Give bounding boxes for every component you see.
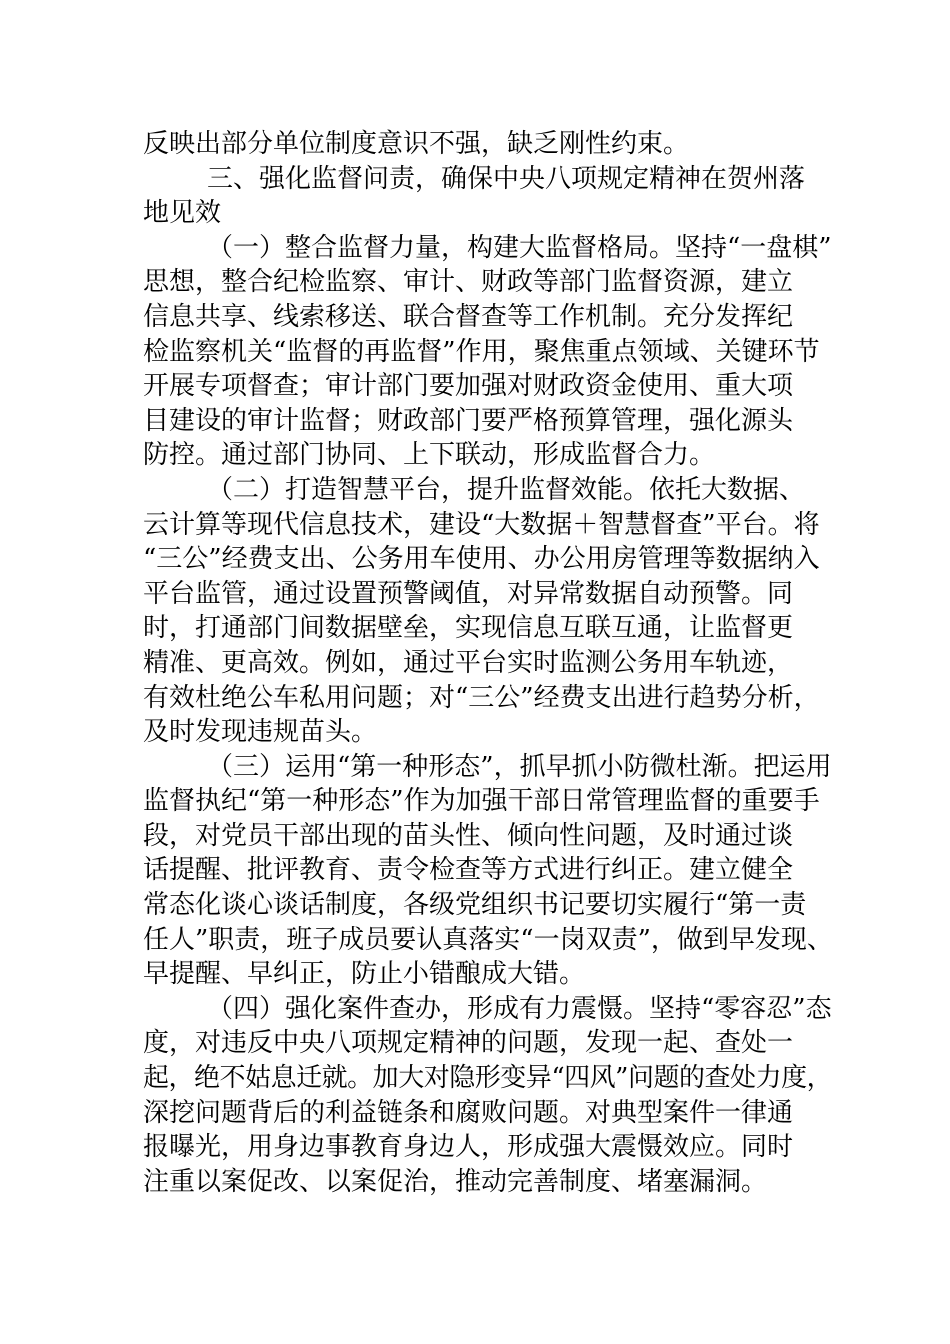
text-line: 早提醒、早纠正，防止小错酿成大错。 (143, 959, 586, 990)
text-line: （二）打造智慧平台，提升监督效能。依托大数据、 (207, 474, 806, 505)
paragraph-case-investigation (143, 992, 833, 1200)
text-line: （三）运用“第一种形态”，抓早抓小防微杜渐。把运用 (207, 751, 832, 782)
text-line: 目建设的审计监督；财政部门要严格预算管理，强化源头 (143, 405, 794, 436)
text-line: 防控。通过部门协同、上下联动，形成监督合力。 (143, 440, 716, 471)
heading-line: 三、强化监督问责，确保中央八项规定精神在贺州落 (207, 163, 806, 194)
text-line: 信息共享、线索移送、联合督查等工作机制。充分发挥纪 (143, 301, 794, 332)
text-line: 深挖问题背后的利益链条和腐败问题。对典型案件一律通 (143, 1097, 794, 1128)
document-body (143, 127, 833, 1199)
text-line: 时，打通部门间数据壁垒，实现信息互联互通，让监督更 (143, 613, 794, 644)
paragraph-continuation (143, 127, 833, 162)
text-line: 报曝光，用身边事教育身边人，形成强大震慑效应。同时 (143, 1132, 794, 1163)
text-line: 段，对党员干部出现的苗头性、倾向性问题，及时通过谈 (143, 820, 794, 851)
text-line: 话提醒、批评教育、责令检查等方式进行纠正。建立健全 (143, 855, 794, 886)
paragraph-first-form (143, 750, 833, 992)
text-line: 度，对违反中央八项规定精神的问题，发现一起、查处一 (143, 1028, 794, 1059)
text-line: 及时发现违规苗头。 (143, 717, 378, 748)
text-line: 注重以案促改、以案促治，推动完善制度、堵塞漏洞。 (143, 1166, 768, 1197)
text-line: 监督执纪“第一种形态”作为加强干部日常管理监督的重要手 (143, 786, 820, 817)
text-line: 有效杜绝公车私用问题；对“三公”经费支出进行趋势分析， (143, 682, 820, 713)
paragraph-integrate-supervision (143, 231, 833, 473)
text-line: 常态化谈心谈话制度，各级党组织书记要切实履行“第一责 (143, 890, 807, 921)
text-line: 平台监管，通过设置预警阈值，对异常数据自动预警。同 (143, 578, 794, 609)
text-line: 精准、更高效。例如，通过平台实时监测公务用车轨迹， (143, 647, 794, 678)
text-line: “三公”经费支出、公务用车使用、办公用房管理等数据纳入 (143, 544, 820, 575)
text-line: 检监察机关“监督的再监督”作用，聚焦重点领域、关键环节 (143, 336, 820, 367)
text-line: 反映出部分单位制度意识不强，缺乏刚性约束。 (143, 129, 690, 159)
text-line: 任人”职责，班子成员要认真落实“一岗双责”，做到早发现、 (143, 924, 833, 955)
heading-line: 地见效 (143, 198, 222, 229)
text-line: 云计算等现代信息技术，建设“大数据＋智慧督查”平台。将 (143, 509, 820, 540)
text-line: （一）整合监督力量，构建大监督格局。坚持“一盘棋” (207, 232, 832, 263)
text-line: 开展专项督查；审计部门要加强对财政资金使用、重大项 (143, 371, 794, 402)
section-heading (143, 162, 833, 231)
text-line: （四）强化案件查办，形成有力震慑。坚持“零容忍”态 (207, 993, 832, 1024)
text-line: 起，绝不姑息迁就。加大对隐形变异“四风”问题的查处力度， (143, 1063, 833, 1094)
paragraph-smart-platform (143, 473, 833, 750)
text-line: 思想，整合纪检监察、审计、财政等部门监督资源，建立 (143, 267, 794, 298)
